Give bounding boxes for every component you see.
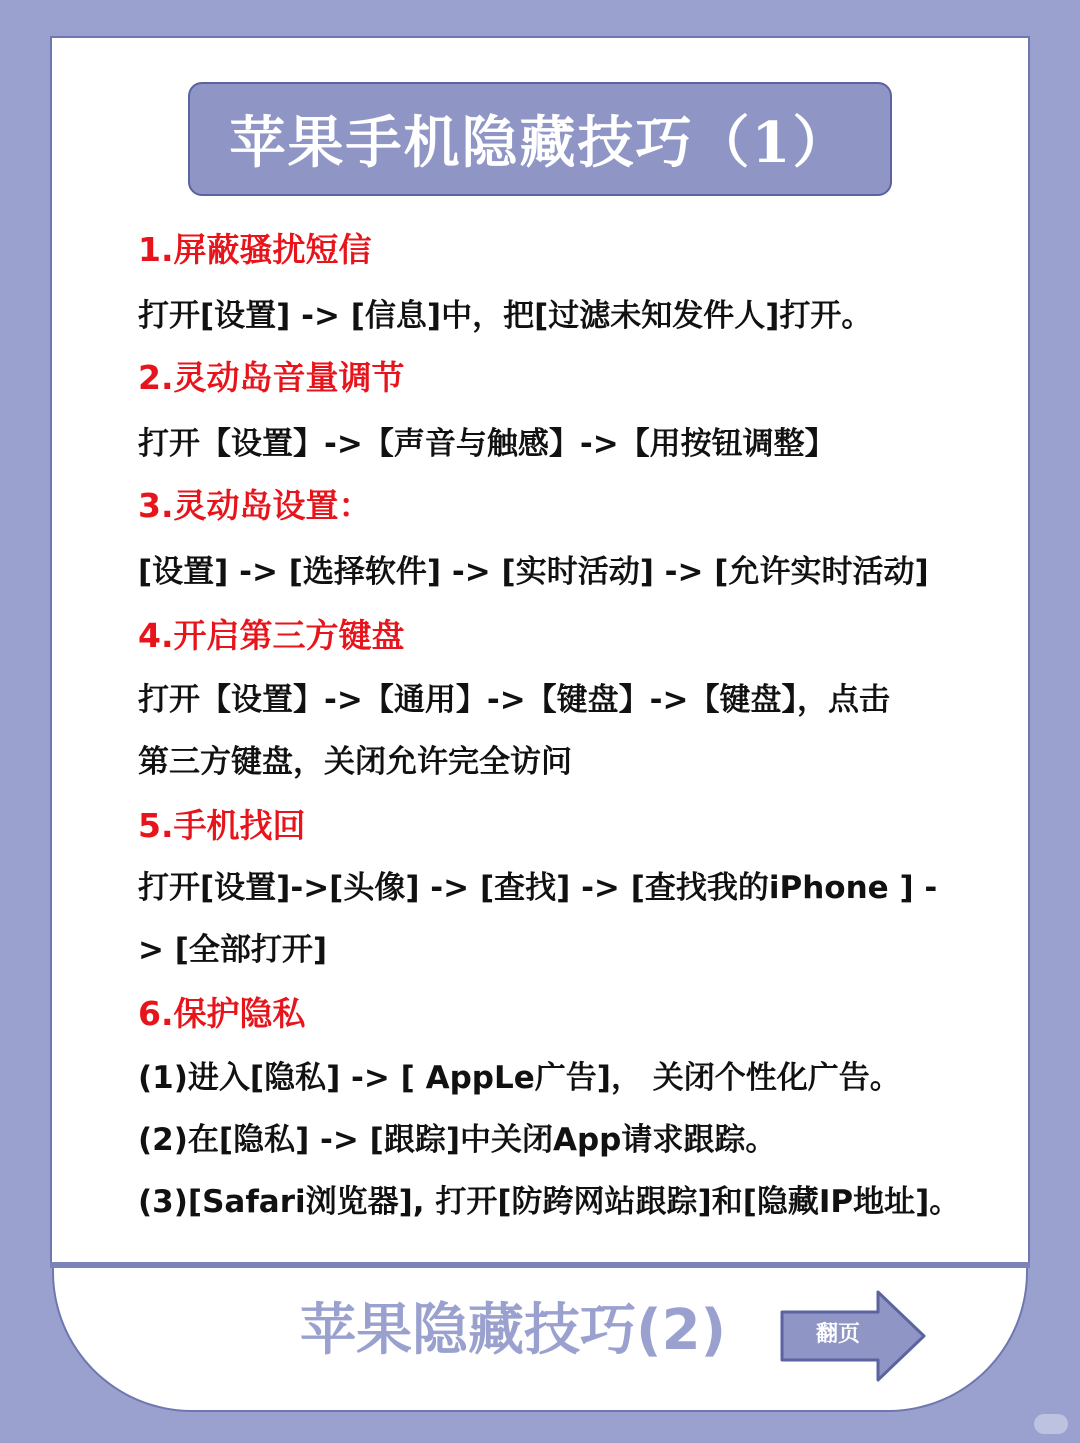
tip-section <box>138 486 372 526</box>
tip-heading: 1.屏蔽骚扰短信 <box>138 230 372 269</box>
tip-body <box>138 424 836 464</box>
page-turn-label: 翻页 <box>815 1322 860 1347</box>
tip-body <box>138 930 327 970</box>
tip-line: 打开【设置】->【声音与触感】->【用按钮调整】 <box>138 426 836 462</box>
tip-section <box>138 616 405 656</box>
watermark-badge <box>1034 1414 1068 1434</box>
tip-line: (2)在[隐私] -> [跟踪]中关闭App请求跟踪。 <box>138 1122 777 1158</box>
title-banner <box>188 82 892 196</box>
tip-body <box>138 1058 901 1098</box>
tip-body <box>138 552 929 592</box>
tip-heading: 4.开启第三方键盘 <box>138 616 405 655</box>
tip-line: 第三方键盘，关闭允许完全访问 <box>138 744 572 780</box>
tip-section <box>138 994 306 1034</box>
tip-heading: 5.手机找回 <box>138 806 306 845</box>
tip-section <box>138 806 306 846</box>
tip-heading: 3.灵动岛设置： <box>138 486 372 525</box>
tip-body <box>138 1120 776 1160</box>
tip-heading: 2.灵动岛音量调节 <box>138 358 405 397</box>
page-turn-button[interactable] <box>780 1290 926 1382</box>
tip-line: [设置] -> [选择软件] -> [实时活动] -> [允许实时活动] <box>138 554 929 590</box>
tip-section <box>138 358 405 398</box>
tip-heading: 6.保护隐私 <box>138 994 306 1033</box>
tip-line: (3)[Safari浏览器], 打开[防跨网站跟踪]和[隐藏IP地址]。 <box>138 1184 961 1220</box>
tip-body <box>138 742 572 782</box>
tip-body <box>138 868 937 908</box>
tip-section <box>138 230 372 270</box>
tip-line: 打开[设置]->[头像] -> [查找] -> [查找我的iPhone ] - <box>138 870 938 906</box>
tip-body <box>138 296 872 336</box>
tip-body <box>138 680 890 720</box>
tip-line: 打开[设置] -> [信息]中，把[过滤未知发件人]打开。 <box>138 298 873 334</box>
tip-line: 打开【设置】->【通用】->【键盘】->【键盘】，点击 <box>138 682 891 718</box>
tip-line: (1)进入[隐私] -> [ AppLe广告]， 关闭个性化广告。 <box>138 1060 901 1096</box>
next-page-title[interactable]: 苹果隐藏技巧(2) <box>300 1298 727 1363</box>
page-title: 苹果手机隐藏技巧（1） <box>229 110 851 176</box>
tip-body <box>138 1182 960 1222</box>
tip-line: > [全部打开] <box>138 932 328 968</box>
